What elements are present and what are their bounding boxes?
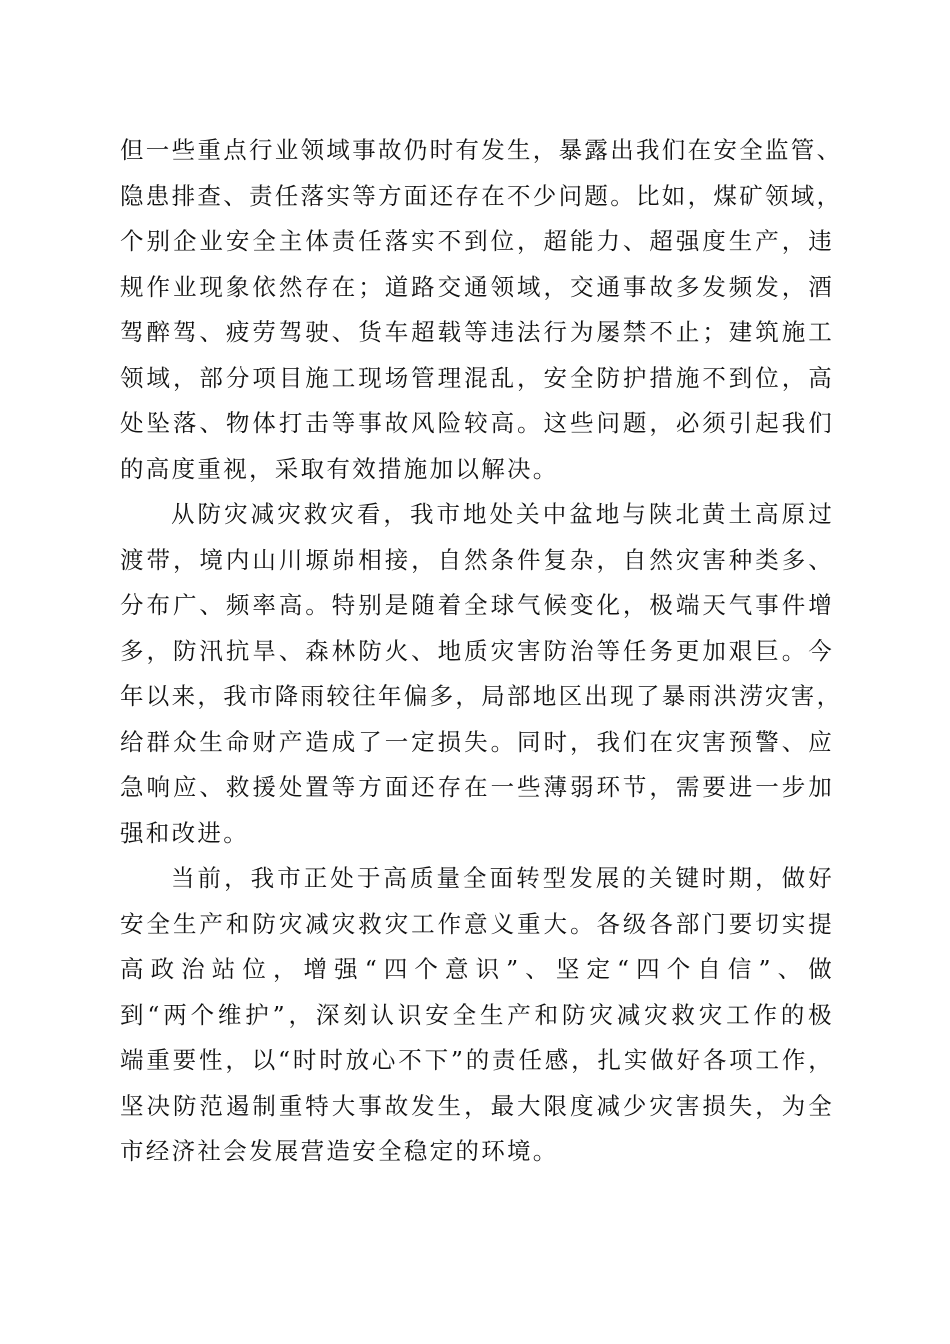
text-line: 到“两个维护”，深刻认识安全生产和防灾减灾救灾工作的极	[120, 1000, 834, 1029]
text-line: 高政治站位，增强“四个意识”、坚定“四个自信”、做	[120, 955, 834, 983]
text-line: 端重要性，以“时时放心不下”的责任感，扎实做好各项工作，	[120, 1046, 834, 1074]
text-line: 分布广、频率高。特别是随着全球气候变化，极端天气事件增	[120, 591, 834, 619]
text-line: 急响应、救援处置等方面还存在一些薄弱环节，需要进一步加	[120, 773, 834, 801]
text-line: 市经济社会发展营造安全稳定的环境。	[120, 1137, 559, 1165]
text-line: 驾醉驾、疲劳驾驶、货车超载等违法行为屡禁不止；建筑施工	[120, 318, 834, 346]
text-line: 当前，我市正处于高质量全面转型发展的关键时期，做好	[171, 864, 834, 892]
text-line: 的高度重视，采取有效措施加以解决。	[120, 454, 559, 483]
paragraph-2	[120, 492, 843, 856]
text-line: 多，防汛抗旱、森林防火、地质灾害防治等任务更加艰巨。今	[120, 636, 834, 665]
text-line: 从防灾减灾救灾看，我市地处关中盆地与陕北黄土高原过	[171, 500, 834, 528]
text-line: 强和改进。	[120, 818, 249, 847]
document-body	[120, 128, 843, 1175]
text-line: 年以来，我市降雨较往年偏多，局部地区出现了暴雨洪涝灾害，	[120, 682, 843, 710]
text-line: 安全生产和防灾减灾救灾工作意义重大。各级各部门要切实提	[120, 909, 834, 938]
text-line: 个别企业安全主体责任落实不到位，超能力、超强度生产，违	[120, 227, 834, 255]
text-line: 给群众生命财产造成了一定损失。同时，我们在灾害预警、应	[120, 727, 834, 756]
text-line: 领域，部分项目施工现场管理混乱，安全防护措施不到位，高	[120, 363, 834, 392]
text-line: 处坠落、物体打击等事故风险较高。这些问题，必须引起我们	[120, 409, 834, 437]
paragraph-3	[120, 856, 834, 1175]
text-line: 渡带，境内山川塬峁相接，自然条件复杂，自然灾害种类多、	[120, 545, 834, 574]
text-line: 规作业现象依然存在；道路交通领域，交通事故多发频发，酒	[120, 272, 834, 301]
text-line: 坚决防范遏制重特大事故发生，最大限度减少灾害损失，为全	[120, 1091, 834, 1120]
text-line: 隐患排查、责任落实等方面还存在不少问题。比如，煤矿领域，	[120, 181, 843, 210]
paragraph-1	[120, 128, 843, 492]
text-line: 但一些重点行业领域事故仍时有发生，暴露出我们在安全监管、	[120, 136, 843, 164]
